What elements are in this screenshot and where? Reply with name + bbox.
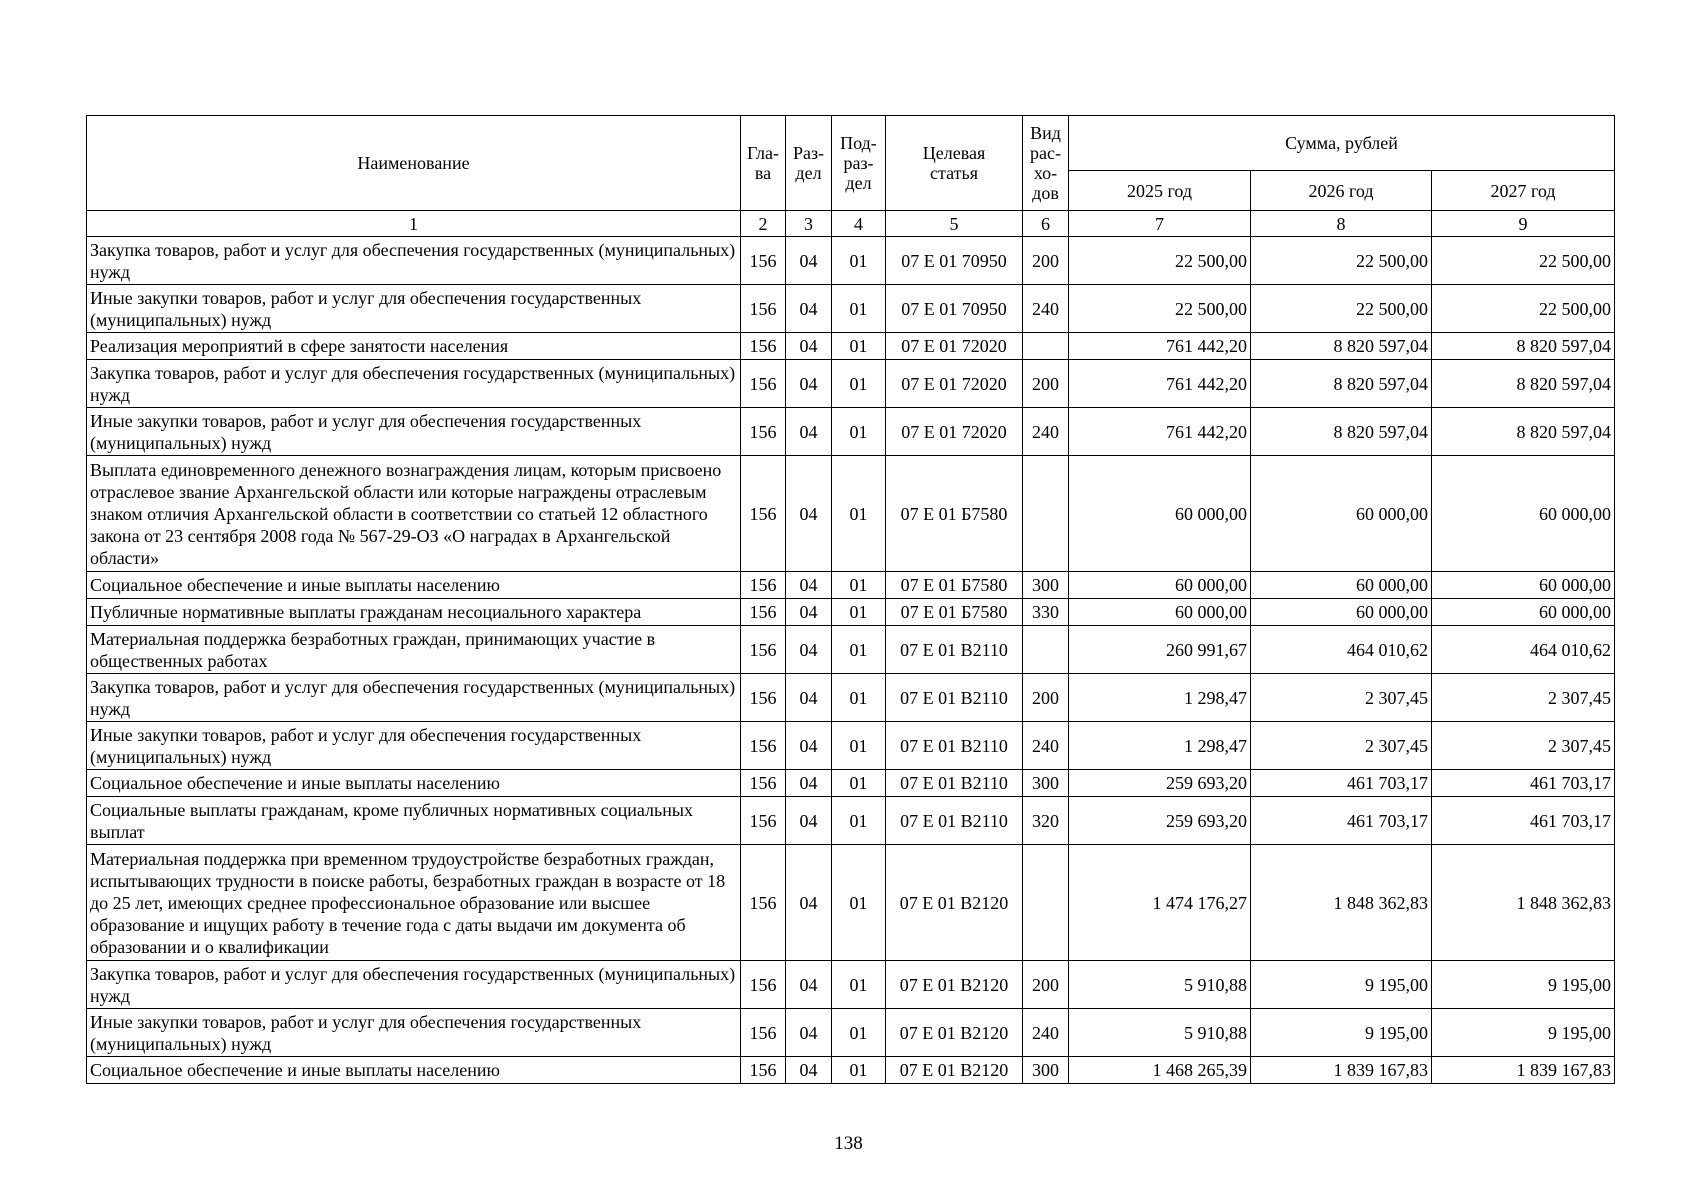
row-name: Социальное обеспечение и иные выплаты населению bbox=[87, 770, 741, 797]
row-expense-type: 240 bbox=[1023, 285, 1069, 333]
header-razdel: Раз- дел bbox=[786, 116, 832, 211]
row-target-article: 07 Е 01 72020 bbox=[886, 333, 1023, 360]
row-sum-2025: 761 442,20 bbox=[1069, 360, 1251, 408]
row-glava: 156 bbox=[741, 408, 786, 456]
row-sum-2026: 60 000,00 bbox=[1251, 572, 1432, 599]
row-sum-2027: 60 000,00 bbox=[1432, 599, 1615, 626]
row-name: Иные закупки товаров, работ и услуг для обеспечения государственных (муниципальных) нужд bbox=[87, 408, 741, 456]
row-podrazdel: 01 bbox=[832, 333, 886, 360]
row-target-article: 07 Е 01 70950 bbox=[886, 237, 1023, 285]
row-name: Социальные выплаты гражданам, кроме публичных нормативных социальных выплат bbox=[87, 797, 741, 845]
row-podrazdel: 01 bbox=[832, 237, 886, 285]
row-expense-type: 320 bbox=[1023, 797, 1069, 845]
row-sum-2027: 22 500,00 bbox=[1432, 285, 1615, 333]
row-sum-2026: 464 010,62 bbox=[1251, 626, 1432, 674]
row-podrazdel: 01 bbox=[832, 961, 886, 1009]
table-row bbox=[87, 722, 1615, 770]
row-expense-type: 200 bbox=[1023, 237, 1069, 285]
row-sum-2025: 5 910,88 bbox=[1069, 1009, 1251, 1057]
row-sum-2026: 22 500,00 bbox=[1251, 237, 1432, 285]
table-row bbox=[87, 285, 1615, 333]
row-sum-2026: 2 307,45 bbox=[1251, 722, 1432, 770]
row-expense-type: 200 bbox=[1023, 674, 1069, 722]
row-expense-type: 240 bbox=[1023, 1009, 1069, 1057]
row-name: Социальное обеспечение и иные выплаты населению bbox=[87, 572, 741, 599]
row-sum-2025: 5 910,88 bbox=[1069, 961, 1251, 1009]
row-glava: 156 bbox=[741, 1009, 786, 1057]
row-razdel: 04 bbox=[786, 845, 832, 961]
row-podrazdel: 01 bbox=[832, 722, 886, 770]
table-row bbox=[87, 599, 1615, 626]
row-podrazdel: 01 bbox=[832, 626, 886, 674]
row-sum-2025: 1 474 176,27 bbox=[1069, 845, 1251, 961]
row-razdel: 04 bbox=[786, 572, 832, 599]
row-podrazdel: 01 bbox=[832, 845, 886, 961]
row-podrazdel: 01 bbox=[832, 770, 886, 797]
row-razdel: 04 bbox=[786, 961, 832, 1009]
row-glava: 156 bbox=[741, 797, 786, 845]
row-target-article: 07 Е 01 В2110 bbox=[886, 797, 1023, 845]
header-name: Наименование bbox=[87, 116, 741, 211]
row-razdel: 04 bbox=[786, 333, 832, 360]
column-number: 2 bbox=[741, 211, 786, 237]
row-podrazdel: 01 bbox=[832, 1057, 886, 1084]
row-target-article: 07 Е 01 В2120 bbox=[886, 1057, 1023, 1084]
column-number: 8 bbox=[1251, 211, 1432, 237]
row-razdel: 04 bbox=[786, 285, 832, 333]
row-name: Закупка товаров, работ и услуг для обеспечения государственных (муниципальных) нужд bbox=[87, 360, 741, 408]
column-number-row bbox=[87, 211, 1615, 237]
row-sum-2027: 8 820 597,04 bbox=[1432, 408, 1615, 456]
row-razdel: 04 bbox=[786, 626, 832, 674]
row-glava: 156 bbox=[741, 360, 786, 408]
row-name: Иные закупки товаров, работ и услуг для обеспечения государственных (муниципальных) нужд bbox=[87, 1009, 741, 1057]
column-number: 1 bbox=[87, 211, 741, 237]
table-row bbox=[87, 626, 1615, 674]
row-target-article: 07 Е 01 В2110 bbox=[886, 674, 1023, 722]
header-row-main bbox=[87, 116, 1615, 171]
row-name: Публичные нормативные выплаты гражданам несоциального характера bbox=[87, 599, 741, 626]
table-row bbox=[87, 770, 1615, 797]
row-sum-2026: 60 000,00 bbox=[1251, 456, 1432, 572]
header-glava: Гла- ва bbox=[741, 116, 786, 211]
column-number: 9 bbox=[1432, 211, 1615, 237]
row-razdel: 04 bbox=[786, 456, 832, 572]
row-sum-2026: 22 500,00 bbox=[1251, 285, 1432, 333]
row-expense-type bbox=[1023, 456, 1069, 572]
table-row bbox=[87, 456, 1615, 572]
row-name: Материальная поддержка при временном трудоустройстве безработных граждан, испытывающих трудности в поиске работы, безработных граждан в возрасте от 18 до 25 лет, имеющих среднее профессиональное образование или высшее образование и ищущих работу в течение года с даты выдачи им документа об образовании и о квалификации bbox=[87, 845, 741, 961]
row-sum-2026: 1 848 362,83 bbox=[1251, 845, 1432, 961]
row-glava: 156 bbox=[741, 1057, 786, 1084]
row-razdel: 04 bbox=[786, 599, 832, 626]
row-glava: 156 bbox=[741, 626, 786, 674]
row-podrazdel: 01 bbox=[832, 1009, 886, 1057]
row-sum-2027: 9 195,00 bbox=[1432, 961, 1615, 1009]
row-glava: 156 bbox=[741, 237, 786, 285]
row-sum-2027: 1 839 167,83 bbox=[1432, 1057, 1615, 1084]
row-target-article: 07 Е 01 72020 bbox=[886, 408, 1023, 456]
row-expense-type: 200 bbox=[1023, 360, 1069, 408]
table-row bbox=[87, 961, 1615, 1009]
row-sum-2025: 761 442,20 bbox=[1069, 408, 1251, 456]
row-glava: 156 bbox=[741, 333, 786, 360]
row-name: Закупка товаров, работ и услуг для обеспечения государственных (муниципальных) нужд bbox=[87, 237, 741, 285]
row-sum-2026: 9 195,00 bbox=[1251, 961, 1432, 1009]
column-number: 5 bbox=[886, 211, 1023, 237]
row-glava: 156 bbox=[741, 845, 786, 961]
row-razdel: 04 bbox=[786, 722, 832, 770]
row-sum-2025: 259 693,20 bbox=[1069, 770, 1251, 797]
row-target-article: 07 Е 01 Б7580 bbox=[886, 456, 1023, 572]
row-podrazdel: 01 bbox=[832, 360, 886, 408]
row-podrazdel: 01 bbox=[832, 797, 886, 845]
row-razdel: 04 bbox=[786, 237, 832, 285]
row-podrazdel: 01 bbox=[832, 572, 886, 599]
row-sum-2027: 2 307,45 bbox=[1432, 722, 1615, 770]
row-glava: 156 bbox=[741, 770, 786, 797]
row-sum-2025: 22 500,00 bbox=[1069, 237, 1251, 285]
row-sum-2025: 259 693,20 bbox=[1069, 797, 1251, 845]
row-razdel: 04 bbox=[786, 408, 832, 456]
row-target-article: 07 Е 01 Б7580 bbox=[886, 572, 1023, 599]
row-sum-2027: 464 010,62 bbox=[1432, 626, 1615, 674]
row-podrazdel: 01 bbox=[832, 285, 886, 333]
row-name: Материальная поддержка безработных граждан, принимающих участие в общественных работах bbox=[87, 626, 741, 674]
row-sum-2025: 260 991,67 bbox=[1069, 626, 1251, 674]
row-razdel: 04 bbox=[786, 674, 832, 722]
row-target-article: 07 Е 01 72020 bbox=[886, 360, 1023, 408]
row-razdel: 04 bbox=[786, 797, 832, 845]
table-row bbox=[87, 845, 1615, 961]
row-sum-2027: 8 820 597,04 bbox=[1432, 333, 1615, 360]
row-expense-type: 300 bbox=[1023, 572, 1069, 599]
row-sum-2027: 1 848 362,83 bbox=[1432, 845, 1615, 961]
header-podrazdel: Под- раз- дел bbox=[832, 116, 886, 211]
table-row bbox=[87, 797, 1615, 845]
row-expense-type: 240 bbox=[1023, 722, 1069, 770]
row-expense-type: 330 bbox=[1023, 599, 1069, 626]
header-year-2025: 2025 год bbox=[1069, 171, 1251, 211]
row-glava: 156 bbox=[741, 572, 786, 599]
row-expense-type bbox=[1023, 333, 1069, 360]
row-sum-2026: 9 195,00 bbox=[1251, 1009, 1432, 1057]
budget-table bbox=[86, 115, 1615, 1084]
row-sum-2027: 2 307,45 bbox=[1432, 674, 1615, 722]
row-podrazdel: 01 bbox=[832, 599, 886, 626]
row-glava: 156 bbox=[741, 599, 786, 626]
column-number: 7 bbox=[1069, 211, 1251, 237]
row-sum-2025: 1 298,47 bbox=[1069, 674, 1251, 722]
row-glava: 156 bbox=[741, 456, 786, 572]
row-name: Закупка товаров, работ и услуг для обеспечения государственных (муниципальных) нужд bbox=[87, 674, 741, 722]
row-podrazdel: 01 bbox=[832, 408, 886, 456]
row-sum-2026: 461 703,17 bbox=[1251, 797, 1432, 845]
row-target-article: 07 Е 01 70950 bbox=[886, 285, 1023, 333]
row-target-article: 07 Е 01 В2110 bbox=[886, 770, 1023, 797]
column-number: 6 bbox=[1023, 211, 1069, 237]
row-name: Закупка товаров, работ и услуг для обеспечения государственных (муниципальных) нужд bbox=[87, 961, 741, 1009]
row-glava: 156 bbox=[741, 285, 786, 333]
table-body bbox=[87, 237, 1615, 1084]
row-sum-2026: 461 703,17 bbox=[1251, 770, 1432, 797]
row-expense-type: 200 bbox=[1023, 961, 1069, 1009]
header-year-2026: 2026 год bbox=[1251, 171, 1432, 211]
row-razdel: 04 bbox=[786, 770, 832, 797]
row-sum-2025: 22 500,00 bbox=[1069, 285, 1251, 333]
row-glava: 156 bbox=[741, 961, 786, 1009]
row-glava: 156 bbox=[741, 722, 786, 770]
row-target-article: 07 Е 01 В2110 bbox=[886, 722, 1023, 770]
row-target-article: 07 Е 01 Б7580 bbox=[886, 599, 1023, 626]
row-sum-2027: 22 500,00 bbox=[1432, 237, 1615, 285]
row-sum-2026: 60 000,00 bbox=[1251, 599, 1432, 626]
page-number: 138 bbox=[834, 1133, 863, 1154]
row-sum-2026: 1 839 167,83 bbox=[1251, 1057, 1432, 1084]
table-row bbox=[87, 674, 1615, 722]
table-row bbox=[87, 408, 1615, 456]
row-target-article: 07 Е 01 В2120 bbox=[886, 1009, 1023, 1057]
header-sum: Сумма, рублей bbox=[1069, 116, 1615, 171]
column-number: 4 bbox=[832, 211, 886, 237]
row-podrazdel: 01 bbox=[832, 456, 886, 572]
table-row bbox=[87, 1057, 1615, 1084]
row-expense-type: 240 bbox=[1023, 408, 1069, 456]
row-target-article: 07 Е 01 В2120 bbox=[886, 845, 1023, 961]
row-sum-2027: 8 820 597,04 bbox=[1432, 360, 1615, 408]
row-sum-2025: 1 468 265,39 bbox=[1069, 1057, 1251, 1084]
row-podrazdel: 01 bbox=[832, 674, 886, 722]
row-sum-2027: 461 703,17 bbox=[1432, 797, 1615, 845]
row-sum-2025: 761 442,20 bbox=[1069, 333, 1251, 360]
row-expense-type bbox=[1023, 845, 1069, 961]
row-name: Выплата единовременного денежного вознаграждения лицам, которым присвоено отраслевое звание Архангельской области или которые награждены отраслевым знаком отличия Архангельской области в соответствии со статьей 12 областного закона от 23 сентября 2008 года № 567-29-ОЗ «О наградах в Архангельской области» bbox=[87, 456, 741, 572]
row-sum-2026: 8 820 597,04 bbox=[1251, 408, 1432, 456]
row-name: Реализация мероприятий в сфере занятости населения bbox=[87, 333, 741, 360]
row-sum-2027: 60 000,00 bbox=[1432, 572, 1615, 599]
row-target-article: 07 Е 01 В2120 bbox=[886, 961, 1023, 1009]
table-row bbox=[87, 572, 1615, 599]
header-year-2027: 2027 год bbox=[1432, 171, 1615, 211]
row-name: Иные закупки товаров, работ и услуг для обеспечения государственных (муниципальных) нужд bbox=[87, 722, 741, 770]
row-expense-type: 300 bbox=[1023, 1057, 1069, 1084]
row-sum-2026: 8 820 597,04 bbox=[1251, 360, 1432, 408]
row-name: Иные закупки товаров, работ и услуг для обеспечения государственных (муниципальных) нужд bbox=[87, 285, 741, 333]
table-row bbox=[87, 237, 1615, 285]
column-number: 3 bbox=[786, 211, 832, 237]
row-expense-type bbox=[1023, 626, 1069, 674]
table-row bbox=[87, 360, 1615, 408]
row-razdel: 04 bbox=[786, 360, 832, 408]
row-name: Социальное обеспечение и иные выплаты населению bbox=[87, 1057, 741, 1084]
table-row bbox=[87, 1009, 1615, 1057]
row-target-article: 07 Е 01 В2110 bbox=[886, 626, 1023, 674]
row-expense-type: 300 bbox=[1023, 770, 1069, 797]
row-sum-2027: 461 703,17 bbox=[1432, 770, 1615, 797]
header-article: Целевая статья bbox=[886, 116, 1023, 211]
row-sum-2025: 60 000,00 bbox=[1069, 456, 1251, 572]
table-row bbox=[87, 333, 1615, 360]
row-sum-2026: 8 820 597,04 bbox=[1251, 333, 1432, 360]
row-sum-2025: 60 000,00 bbox=[1069, 599, 1251, 626]
row-sum-2026: 2 307,45 bbox=[1251, 674, 1432, 722]
header-vid: Вид рас- хо- дов bbox=[1023, 116, 1069, 211]
row-sum-2025: 60 000,00 bbox=[1069, 572, 1251, 599]
row-glava: 156 bbox=[741, 674, 786, 722]
row-razdel: 04 bbox=[786, 1009, 832, 1057]
row-sum-2027: 60 000,00 bbox=[1432, 456, 1615, 572]
row-razdel: 04 bbox=[786, 1057, 832, 1084]
row-sum-2027: 9 195,00 bbox=[1432, 1009, 1615, 1057]
row-sum-2025: 1 298,47 bbox=[1069, 722, 1251, 770]
